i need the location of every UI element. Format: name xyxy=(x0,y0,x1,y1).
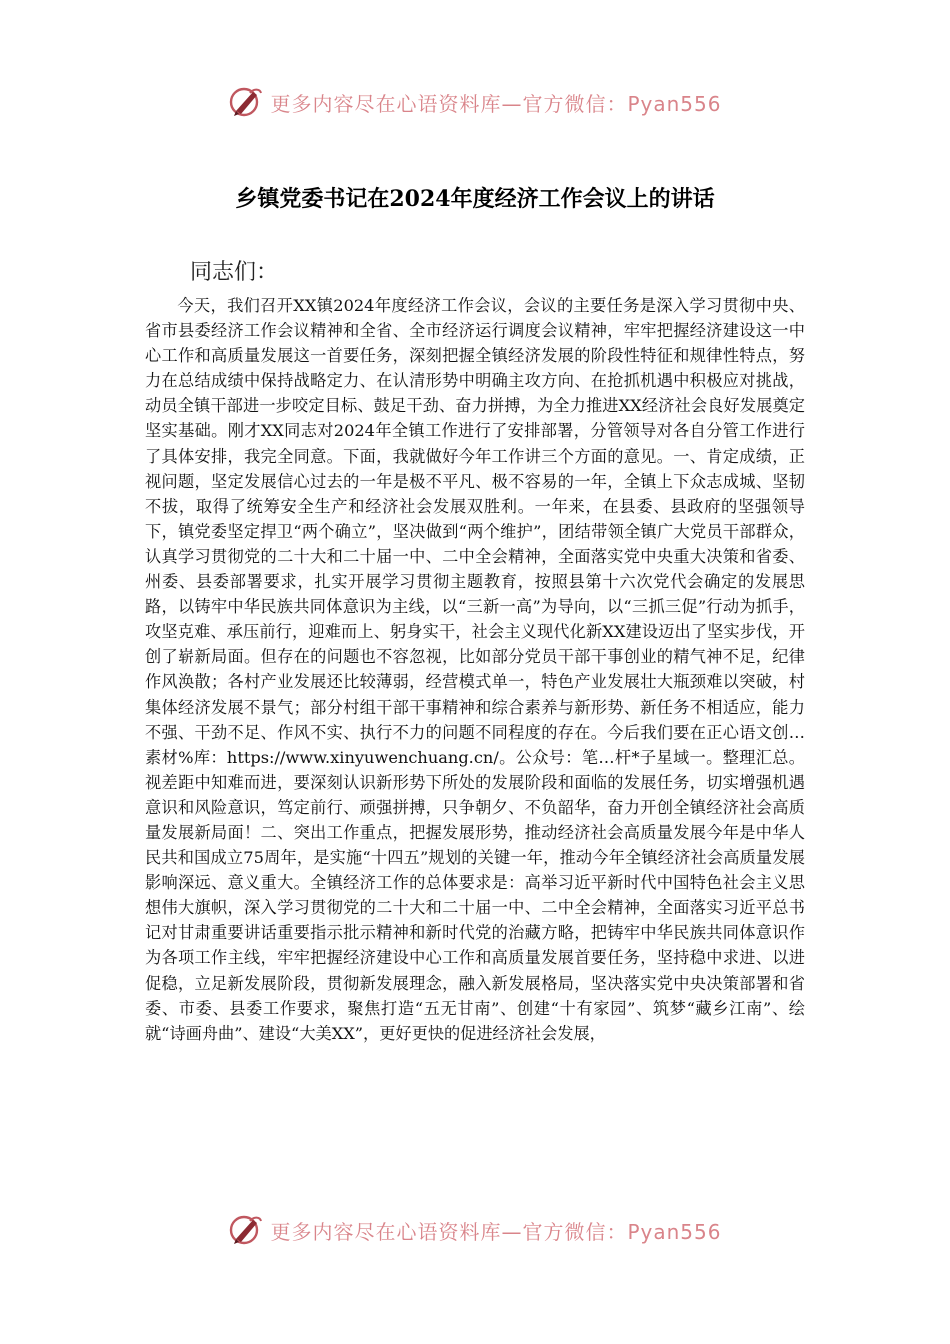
pen-logo-icon xyxy=(228,84,264,120)
footer-watermark-text: 更多内容尽在心语资料库—官方微信：Pyan556 xyxy=(270,1219,722,1244)
footer-watermark-banner xyxy=(0,1210,950,1250)
document-title: 乡镇党委书记在2024年度经济工作会议上的讲话 xyxy=(235,186,715,212)
salutation: 同志们： xyxy=(190,260,279,285)
header-watermark-text: 更多内容尽在心语资料库—官方微信：Pyan556 xyxy=(270,91,722,116)
header-watermark-banner xyxy=(0,82,950,122)
pen-logo-icon xyxy=(228,1212,264,1248)
body-paragraph: 今天，我们召开XX镇2024年度经济工作会议，会议的主要任务是深入学习贯彻中央、省市县委经济工作会议精神和全省、全市经济运行调度会议精神，牢牢把握经济建设这一中心工作和高质量发展这一首要任务，深刻把握全镇经济发展的阶段性特征和规律性特点，努力在总结成绩中保持战略定力、在认清形势中明确主攻方向、在抢抓机遇中积极应对挑战，动员全镇干部进一步咬定目标、鼓足干劲、奋力拼搏，为全力推进XX经济社会良好发展奠定坚实基础。刚才XX同志对2024年全镇工作进行了安排部署，分管领导对各自分管工作进行了具体安排，我完全同意。下面，我就做好今年工作讲三个方面的意见。一、肯定成绩，正视问题，坚定发展信心过去的一年是极不平凡、极不容易的一年，全镇上下众志成城、坚韧不拔，取得了统筹安全生产和经济社会发展双胜利。一年来，在县委、县政府的坚强领导下，镇党委坚定捍卫“两个确立”，坚决做到“两个维护”，团结带领全镇广大党员干部群众，认真学习贯彻党的二十大和二十届一中、二中全会精神，全面落实党中央重大决策和省委、州委、县委部署要求，扎实开展学习贯彻主题教育，按照县第十六次党代会确定的发展思路，以铸牢中华民族共同体意识为主线，以“三新一高”为导向，以“三抓三促”行动为抓手，攻坚克难、承压前行，迎难而上、躬身实干，社会主义现代化新XX建设迈出了坚实步伐，开创了崭新局面。但存在的问题也不容忽视，比如部分党员干部干事创业的精气神不足，纪律作风涣散；各村产业发展还比较薄弱，经营模式单一，特色产业发展壮大瓶颈难以突破，村集体经济发展不景气；部分村组干部干事精神和综合素养与新形势、新任务不相适应，能力不强、干劲不足、作风不实、执行不力的问题不同程度的存在。今后我们要在正心语文创…素材%库：https://www.xinyuwenchuang.cn/。公众号：笔…杆*子星域一。整理汇总。视差距中知难而进，要深刻认识新形势下所处的发展阶段和面临的发展任务，切实增强机遇意识和风险意识，笃定前行、顽强拼搏，只争朝夕、不负韶华，奋力开创全镇经济社会高质量发展新局面！二、突出工作重点，把握发展形势，推动经济社会高质量发展今年是中华人民共和国成立75周年，是实施“十四五”规划的关键一年，推动今年全镇经济社会高质量发展影响深远、意义重大。全镇经济工作的总体要求是：高举习近平新时代中国特色社会主义思想伟大旗帜，深入学习贯彻党的二十大和二十届一中、二中全会精神，全面落实习近平总书记对甘肃重要讲话重要指示批示精神和新时代党的治藏方略，把铸牢中华民族共同体意识作为各项工作主线，牢牢把握经济建设中心工作和高质量发展首要任务，坚持稳中求进、以进促稳，立足新发展阶段，贯彻新发展理念，融入新发展格局，坚决落实党中央决策部署和省委、市委、县委工作要求，聚焦打造“五无甘南”、创建“十有家园”、筑梦“藏乡江南”、绘就“诗画舟曲”、建设“大美XX”，更好更快的促进经济社会发展， xyxy=(145,296,805,1043)
